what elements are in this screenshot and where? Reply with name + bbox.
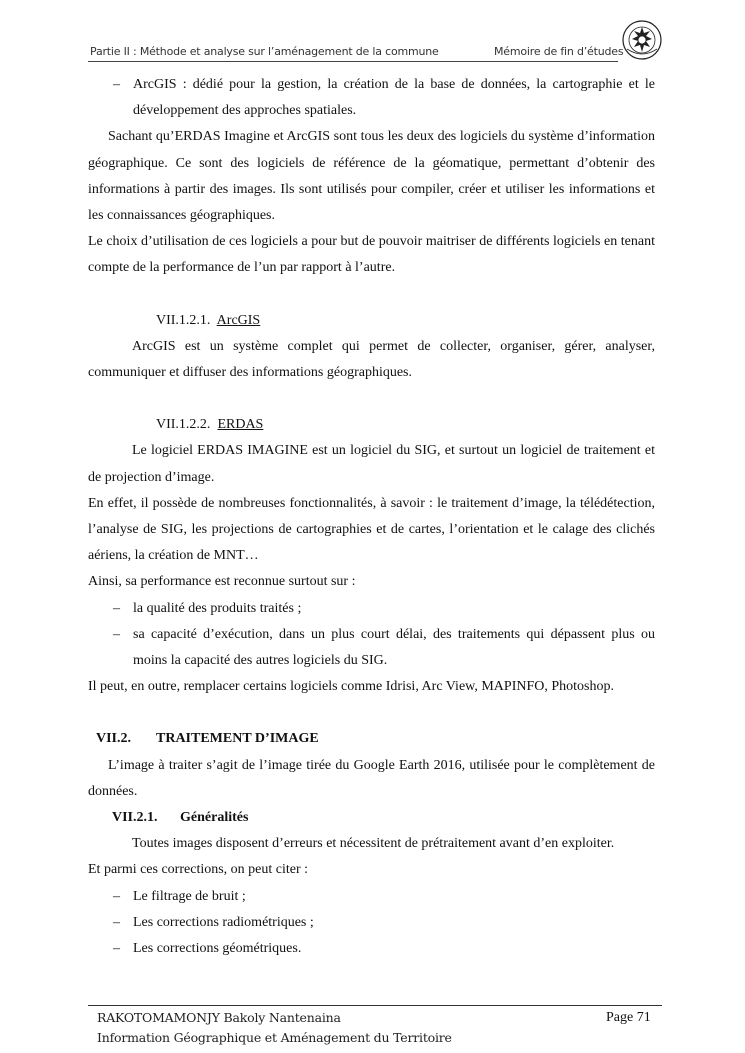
bullet-dash: – (113, 888, 120, 904)
header-document-type: Mémoire de fin d’études (494, 45, 624, 58)
header-chapter-title: Partie II : Méthode et analyse sur l’aménagement de la commune (90, 45, 439, 58)
paragraph: L’image à traiter s’agit de l’image tirée du Google Earth 2016, utilisée pour le complètement de données. (88, 757, 655, 799)
list-item (88, 622, 655, 674)
arcgis-bullet-text: ArcGIS : dédié pour la gestion, la création de la base de données, la cartographie et le développement des approches spatiales. (133, 77, 655, 119)
section-title: Généralités (180, 810, 249, 826)
university-logo-icon (621, 19, 663, 61)
paragraph: Ainsi, sa performance est reconnue surtout sur : (88, 574, 356, 590)
section-heading-vii2 (88, 726, 655, 752)
list-item-text: Le filtrage de bruit ; (133, 888, 246, 904)
paragraph: Il peut, en outre, remplacer certains logiciels comme Idrisi, Arc View, MAPINFO, Photoshop. (88, 679, 614, 695)
section-title: ERDAS (217, 417, 264, 433)
list-item-text: Les corrections radiométriques ; (133, 914, 314, 930)
paragraph: En effet, il possède de nombreuses fonctionnalités, à savoir : le traitement d’image, la télédétection, l’analyse de SIG, les projections de cartographies et de cartes, l’orientation et le calage des clichés aériens, la création de MNT… (88, 495, 655, 564)
footer-divider (88, 1005, 662, 1006)
list-item (88, 596, 655, 622)
section-title: TRAITEMENT D’IMAGE (156, 731, 319, 747)
list-item (88, 910, 655, 936)
paragraph: Le choix d’utilisation de ces logiciels a pour but de pouvoir maitriser de différents logiciels en tenant compte de la performance de l’un par rapport à l’autre. (88, 234, 655, 276)
page-body (88, 72, 655, 962)
footer-program: Information Géographique et Aménagement du Territoire (97, 1030, 452, 1045)
section-number: VII.2. (96, 731, 132, 747)
paragraph: Le logiciel ERDAS IMAGINE est un logiciel du SIG, et surtout un logiciel de traitement et de projection d’image. (88, 443, 655, 485)
bullet-dash: – (113, 914, 120, 930)
list-item-text: sa capacité d’exécution, dans un plus court délai, des traitements qui dépassent plus ou moins la capacité des autres logiciels du SIG. (133, 626, 655, 669)
section-title: ArcGIS (216, 312, 261, 328)
section-heading-arcgis (88, 308, 655, 334)
paragraph: Sachant qu’ERDAS Imagine et ArcGIS sont tous les deux des logiciels du système d’information géographique. Ce sont des logiciels de référence de la géomatique, permettant d’obtenir des informations à partir des images. Ils sont utilisés pour compiler, créer et utiliser les informations et les connaissances géographiques. (88, 129, 655, 224)
list-item-text: Les corrections géométriques. (133, 941, 302, 957)
page-number: Page 71 (606, 1010, 651, 1025)
bullet-dash: – (113, 600, 120, 616)
section-number: VII.1.2.1. (156, 312, 211, 328)
paragraph: Et parmi ces corrections, on peut citer : (88, 862, 309, 878)
list-item (88, 936, 655, 962)
footer-author: RAKOTOMAMONJY Bakoly Nantenaina (97, 1010, 341, 1025)
list-item-text: la qualité des produits traités ; (133, 600, 302, 616)
section-number: VII.2.1. (112, 810, 158, 826)
bullet-dash: – (113, 941, 120, 957)
paragraph: Toutes images disposent d’erreurs et nécessitent de prétraitement avant d’en exploiter. (132, 836, 615, 852)
list-item (88, 72, 655, 124)
section-heading-erdas (88, 412, 655, 438)
bullet-dash: – (113, 77, 120, 92)
header-divider (88, 61, 618, 62)
list-item (88, 884, 655, 910)
paragraph: ArcGIS est un système complet qui permet de collecter, organiser, gérer, analyser, communiquer et diffuser des informations géographiques. (88, 338, 655, 381)
section-number: VII.1.2.2. (156, 417, 211, 433)
bullet-dash: – (113, 626, 120, 642)
section-heading-vii21 (88, 805, 655, 831)
